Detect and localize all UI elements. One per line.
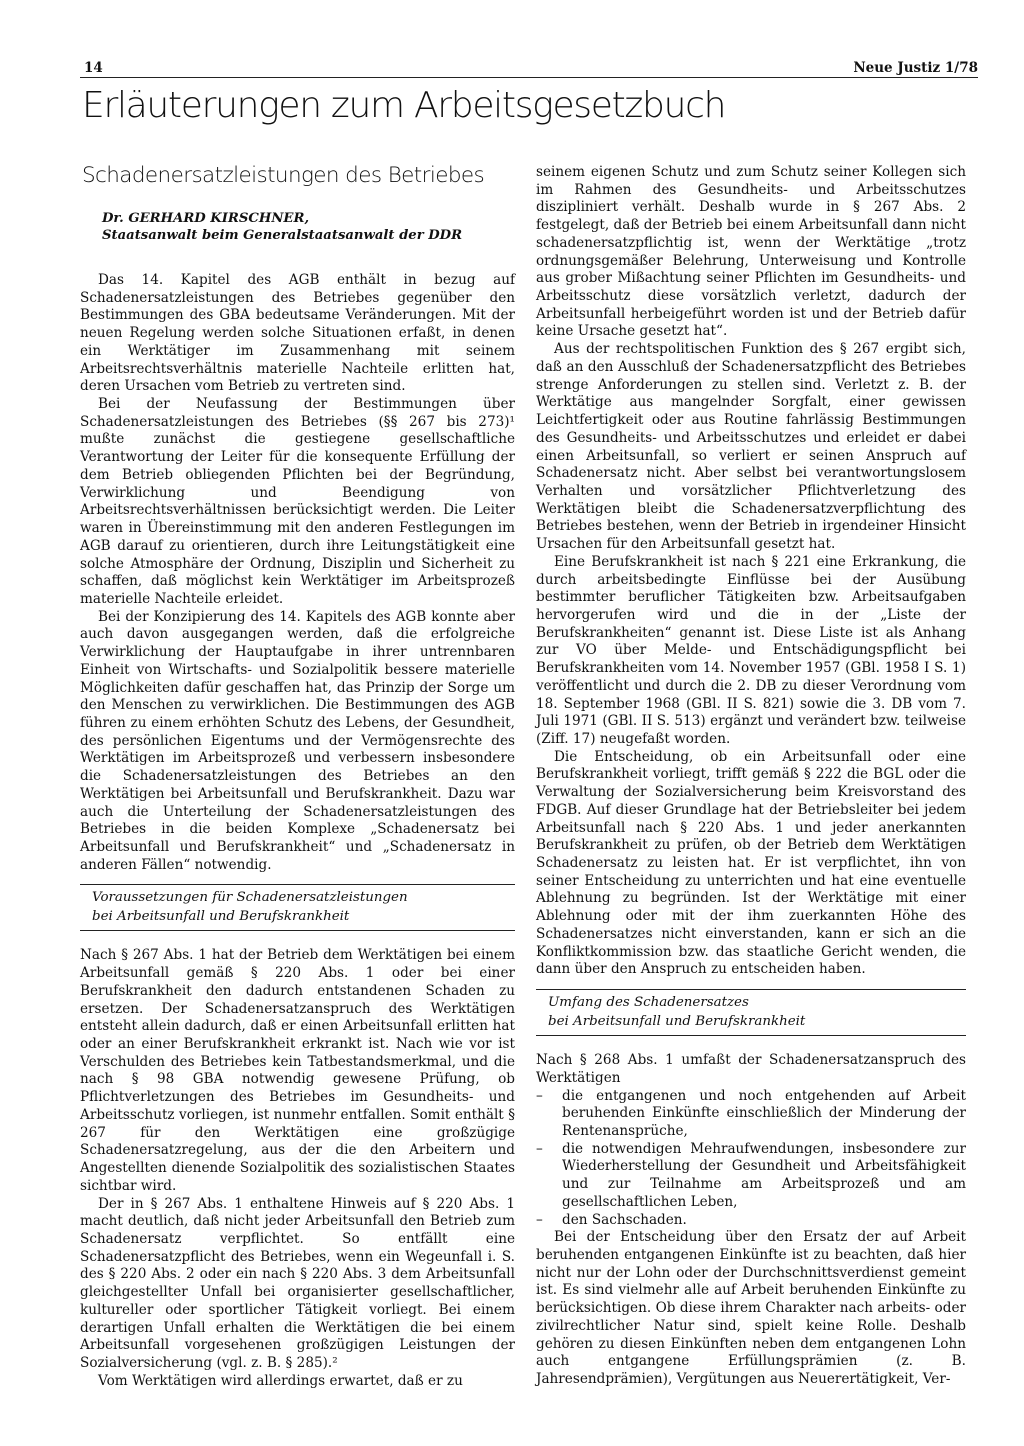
list-item: – die notwendigen Mehraufwendungen, insbesondere zur Wiederherstellung der Gesundheit und Arbeitsfähigkeit und zur Teilnahme am Arbeitsprozeß und am gesellschaftlichen Leben, (536, 1141, 966, 1212)
paragraph: Das 14. Kapitel des AGB enthält in bezug auf Schadenersatzleistungen des Betriebes gegenüber den Bestimmungen des GBA bedeutsame Veränderungen. Mit der neuen Regelung werden solche Situationen erfaßt, in denen ein Werktätiger im Zusammenhang mit seinem Arbeitsrechtsverhältnis materielle Nachteile erlitten hat, deren Ursachen vom Betrieb zu vertreten sind. (80, 272, 515, 395)
section-heading-scope (536, 989, 966, 1036)
paragraph: Vom Werktätigen wird allerdings erwartet, daß er zu (98, 1372, 463, 1389)
running-header (80, 60, 978, 76)
paragraph: Der in § 267 Abs. 1 enthaltene Hinweis auf § 220 Abs. 1 macht deutlich, daß nicht jeder Arbeitsunfall den Betrieb zum Schadenersatz verpflichtet. So entfällt eine Schadenersatzpflicht des Betriebes, wenn ein Wegeunfall i. S. des § 220 Abs. 2 oder ein nach § 220 Abs. 3 dem Arbeitsunfall gleichgestellter Unfall bei organisierter gesellschaftlicher, kultureller oder sportlicher Tätigkeit vorliegt. Bei einem derartigen Unfall erhalten die Werktätigen die bei einem Arbeitsunfall vorgesehenen großzügigen Leistungen der Sozialversicherung (vgl. z. B. § 285).² (80, 1195, 515, 1371)
author-name: Dr. GERHARD KIRSCHNER, (102, 211, 310, 226)
right-column (536, 164, 966, 1389)
paragraph: Bei der Entscheidung über den Ersatz der auf Arbeit beruhenden entgangenen Einkünfte ist zu beachten, daß hier nicht nur der Lohn oder der Durchschnittsverdienst gemeint ist. Es sind vielmehr alle auf Arbeit beruhenden Einkünfte zu berücksichtigen. Ob diese ihrem Charakter nach arbeits- oder zivilrechtlicher Natur sind, spielt keine Rolle. Deshalb gehören zu diesen Einkünften neben dem entgangenen Lohn auch entgangene Erfüllungsprämien (z. B. Jahresendprämien), Vergütungen aus Neuerertätigkeit, Ver- (536, 1229, 966, 1387)
left-column (80, 164, 515, 1390)
paragraph: Nach § 268 Abs. 1 umfaßt der Schadenersatzanspruch des Werktätigen (536, 1052, 966, 1086)
paragraph: Bei der Neufassung der Bestimmungen über Schadenersatzleistungen des Betriebes (§§ 267 bis 273)¹ mußte zunächst die gestiegene gesellschaftliche Verantwortung der Leiter für die konsequente Erfüllung der dem Betrieb obliegenden Pflichten bei der Begründung, Verwirklichung und Beendigung von Arbeitsrechtsverhältnissen berücksichtigt werden. Die Leiter waren in Übereinstimmung mit den anderen Festlegungen im AGB darauf zu orientieren, durch ihre Leitungstätigkeit eine solche Atmosphäre der Ordnung, Disziplin und Sicherheit zu schaffen, daß möglichst kein Werktätiger im Arbeitsprozeß materielle Nachteile erleidet. (80, 396, 515, 607)
section-heading-line: bei Arbeitsunfall und Berufskrankheit (548, 1013, 806, 1029)
paragraph: Die Entscheidung, ob ein Arbeitsunfall oder eine Berufskrankheit vorliegt, trifft gemäß § 222 die BGL oder die Verwaltung der Sozialversicherung beim Kreisvorstand des FDGB. Auf dieser Grundlage hat der Betriebsleiter bei jedem Arbeitsunfall nach § 220 Abs. 1 und jeder anerkannten Berufskrankheit zu prüfen, ob der Betrieb dem Werktätigen Schadenersatz zu leisten hat. Er ist verpflichtet, ihn von seiner Entscheidung zu unterrichten und hat eine eventuelle Ablehnung zu begründen. Ist der Werktätige mit einer Ablehnung oder mit der ihm zuerkannten Höhe des Schadenersatzes nicht einverstanden, kann er sich an die Konfliktkommission bzw. das staatliche Gericht wenden, die dann über den Anspruch zu entscheiden haben. (536, 748, 966, 978)
page-number: 14 (84, 60, 103, 76)
author-affiliation: Staatsanwalt beim Generalstaatsanwalt der DDR (102, 228, 463, 243)
dash-list (536, 1088, 966, 1230)
section-heading-line: Umfang des Schadenersatzes (548, 995, 749, 1011)
list-item: – den Sachschaden. (536, 1212, 966, 1230)
list-item: – die entgangenen und noch entgehenden auf Arbeit beruhenden Einkünfte einschließlich der Minderung der Rentenansprüche, (536, 1088, 966, 1141)
journal-issue: Neue Justiz 1/78 (853, 60, 978, 76)
paragraph: Eine Berufskrankheit ist nach § 221 eine Erkrankung, die durch arbeitsbedingte Einflüsse bei der Ausübung bestimmter beruflicher Tätigkeiten bzw. Arbeitsaufgaben hervorgerufen wird und die in der „Liste der Berufskrankheiten“ genannt ist. Diese Liste ist als Anhang zur VO über Melde- und Entschädigungspflicht bei Berufskrankheiten vom 14. November 1957 (GBl. 1958 I S. 1) veröffentlicht und durch die 2. DB zu dieser Verordnung vom 18. September 1968 (GBl. II S. 821) sowie die 3. DB vom 7. Juli 1971 (GBl. II S. 513) ergänzt und verändert bzw. teilweise (Ziff. 17) neugefaßt worden. (536, 553, 966, 747)
article-title: Schadenersatzleistungen des Betriebes (82, 163, 485, 188)
main-title: Erläuterungen zum Arbeitsgesetzbuch (82, 85, 726, 126)
paragraph: seinem eigenen Schutz und zum Schutz seiner Kollegen sich im Rahmen des Gesundheits- und Arbeitsschutzes diszipliniert verhält. Deshalb wurde in § 267 Abs. 2 festgelegt, daß der Betrieb bei einem Arbeitsunfall dann nicht schadenersatzpflichtig ist, wenn der Werktätige „trotz ordnungsgemäßer Belehrung, Unterweisung und Kontrolle aus grober Mißachtung seiner Pflichten im Gesundheits- und Arbeitsschutz diese vorsätzlich verletzt, dadurch der Arbeitsunfall herbeigeführt worden ist und der Betrieb dafür keine Ursache gesetzt hat“. (536, 164, 966, 340)
paragraph: Nach § 267 Abs. 1 hat der Betrieb dem Werktätigen bei einem Arbeitsunfall gemäß § 220 Abs. 1 oder bei einer Berufskrankheit den dadurch entstandenen Schaden zu ersetzen. Der Schadenersatzanspruch des Werktätigen entsteht allein dadurch, daß er einen Arbeitsunfall erlitten hat oder an einer Berufskrankheit erkrankt ist. Nach wie vor ist Verschulden des Betriebes kein Tatbestandsmerkmal, und die nach § 98 GBA notwendig gewesene Prüfung, ob Pflichtverletzungen des Betriebes im Gesundheits- und Arbeitsschutz vorliegen, ist nunmehr entfallen. Somit enthält § 267 für den Werktätigen eine großzügige Schadenersatzregelung, aus der die den Arbeitern und Angestellten dienende Sozialpolitik des sozialistischen Staates sichtbar wird. (80, 947, 515, 1194)
section-heading-line: bei Arbeitsunfall und Berufskrankheit (92, 908, 350, 924)
header-rule (80, 77, 978, 78)
paragraph: Aus der rechtspolitischen Funktion des § 267 ergibt sich, daß an den Ausschluß der Schadenersatzpflicht des Betriebes strenge Anforderungen zu stellen sind. Verletzt z. B. der Werktätige aus mangelnder Sorgfalt, einer gewissen Leichtfertigkeit oder aus Routine fahrlässig Bestimmungen des Gesundheits- und Arbeitsschutzes und erleidet er dabei einen Arbeitsunfall, so verliert er seinen Anspruch auf Schadenersatz nicht. Aber selbst bei verantwortungslosem Verhalten und vorsätzlicher Pflichtverletzung des Werktätigen bleibt die Schadenersatzverpflichtung des Betriebes bestehen, wenn der Betrieb in irgendeiner Hinsicht Ursachen für den Arbeitsunfall gesetzt hat. (536, 341, 966, 553)
paragraph: Bei der Konzipierung des 14. Kapitels des AGB konnte aber auch davon ausgegangen werden, daß die erfolgreiche Verwirklichung der Hauptaufgabe in ihrer untrennbaren Einheit von Wirtschafts- und Sozialpolitik bessere materielle Möglichkeiten dafür geschaffen hat, das Prinzip der Sorge um den Menschen zu verwirklichen. Die Bestimmungen des AGB führen zu einem erhöhten Schutz des Lebens, der Gesundheit, des persönlichen Eigentums und der Vermögensrechte des Werktätigen im Arbeitsprozeß und verbessern insbesondere die Schadenersatzleistungen des Betriebes an den Werktätigen bei Arbeitsunfall und Berufskrankheit. Dazu war auch die Unterteilung der Schadenersatzleistungen des Betriebes in die beiden Komplexe „Schadenersatz bei Arbeitsunfall und Berufskrankheit“ und „Schadenersatz in anderen Fällen“ notwendig. (80, 608, 515, 873)
section-heading-prerequisites (80, 884, 515, 931)
section-heading-line: Voraussetzungen für Schadenersatzleistungen (92, 890, 408, 906)
